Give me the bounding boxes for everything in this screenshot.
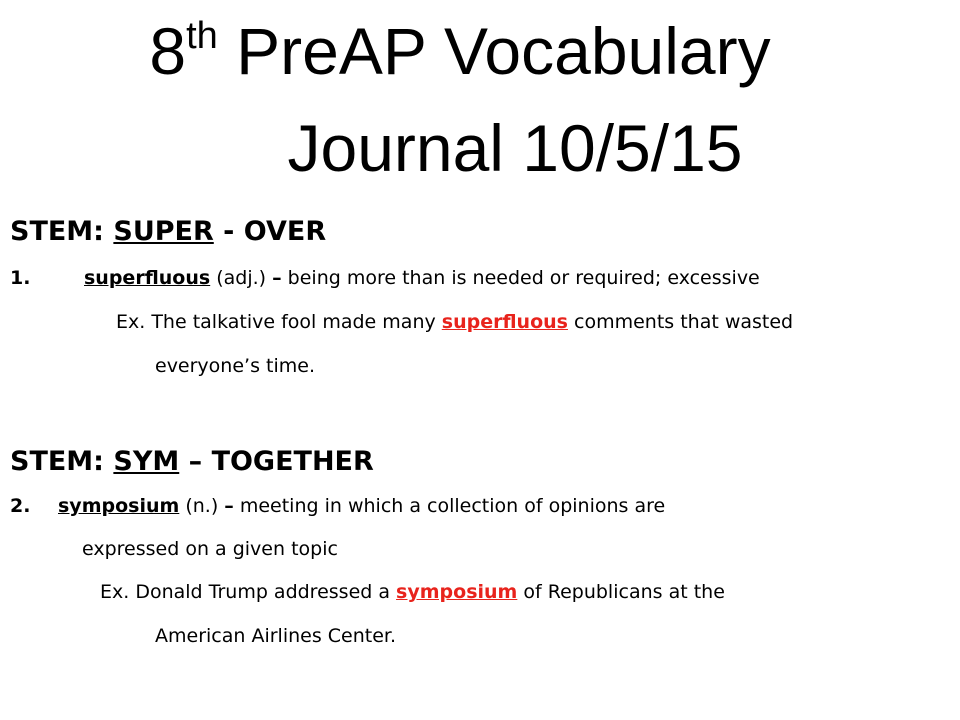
example-prefix: Ex. Donald Trump addressed a: [100, 581, 397, 603]
stem-separator: –: [179, 446, 212, 477]
example-term: superfluous: [441, 311, 568, 333]
title-grade: 8: [149, 14, 187, 88]
stem-meaning: OVER: [243, 216, 327, 247]
example-sentence-2: [100, 581, 725, 603]
entry-number: 2.: [10, 495, 31, 517]
slide-title: [0, 8, 960, 191]
example-sentence-1: [116, 311, 793, 333]
example-suffix: comments that wasted: [567, 311, 794, 333]
stem-heading-sym: [10, 446, 374, 477]
title-grade-suffix: th: [186, 15, 218, 57]
example-prefix: Ex. The talkative fool made many: [116, 311, 442, 333]
part-of-speech: (n.): [179, 495, 225, 517]
example-sentence-1-cont: everyone’s time.: [155, 355, 315, 377]
vocab-entry-1: [10, 267, 760, 289]
definition-text: being more than is needed or required; excessive: [281, 267, 760, 289]
stem-root: SUPER: [113, 216, 214, 247]
vocab-term: symposium: [58, 495, 180, 517]
vocab-entry-2: [10, 495, 665, 517]
title-line-1-rest: PreAP Vocabulary: [217, 14, 771, 88]
stem-prefix: STEM:: [10, 446, 114, 477]
stem-root: SYM: [113, 446, 180, 477]
entry-number: 1.: [10, 267, 31, 289]
stem-separator: -: [213, 216, 244, 247]
part-of-speech: (adj.): [210, 267, 273, 289]
stem-prefix: STEM:: [10, 216, 114, 247]
definition-dash: –: [224, 495, 234, 517]
definition-2-cont: expressed on a given topic: [82, 538, 338, 560]
stem-heading-super: [10, 216, 326, 247]
title-line-1: [0, 8, 960, 105]
definition-dash: –: [272, 267, 282, 289]
example-term: symposium: [396, 581, 518, 603]
title-line-2: Journal 10/5/15: [287, 111, 743, 185]
stem-meaning: TOGETHER: [211, 446, 374, 477]
example-suffix: of Republicans at the: [517, 581, 725, 603]
example-sentence-2-cont: American Airlines Center.: [155, 625, 397, 647]
vocab-term: superfluous: [84, 267, 211, 289]
definition-text: meeting in which a collection of opinions are: [233, 495, 666, 517]
